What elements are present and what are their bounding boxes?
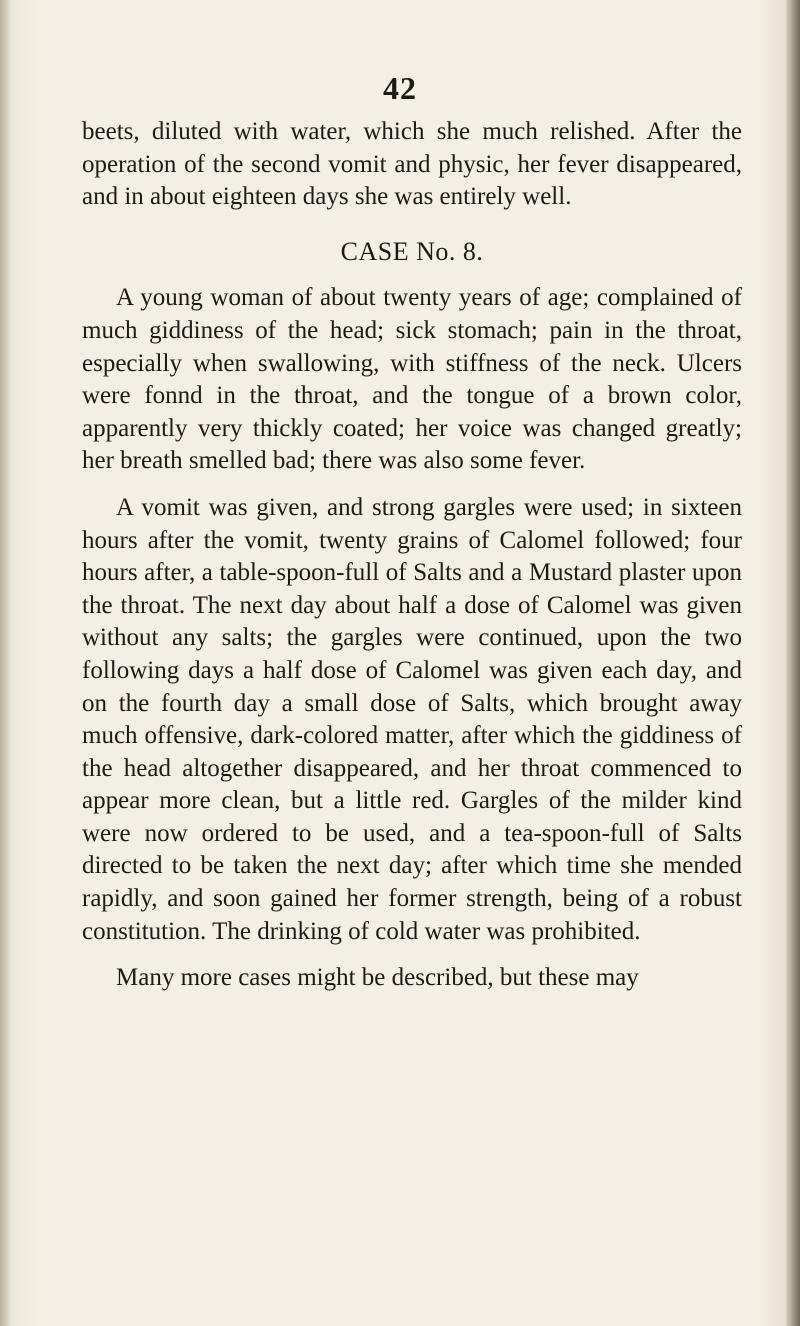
paragraph-closing: Many more cases might be described, but these may — [116, 964, 639, 992]
body-text — [82, 116, 742, 995]
page-number: 42 — [383, 70, 417, 106]
paragraph-continuation: beets, diluted with water, which she much relished. After the operation of the second vomit and physic, her fever disappeared, and in about eighteen days she was entirely well. — [82, 118, 742, 211]
case-heading: CASE No. 8. — [340, 236, 484, 266]
paragraph-treatment: A vomit was given, and strong gargles were used; in sixteen hours after the vomit, twenty grains of Calomel followed; four hours after, a table-spoon-full of Salts and a Mustard plaster upon the throat. The next day about half a dose of Calomel was given without any salts; the gargles were continued, upon the two following days a half dose of Calomel was given each day, and on the fourth day a small dose of Salts, which brought away much offensive, dark-colored matter, after which the giddiness of the head altogether disappeared, and her throat commenced to appear more clean, but a little red. Gargles of the milder kind were now ordered to be used, and a tea-spoon-full of Salts directed to be taken the next day; after which time she mended rapidly, and soon gained her former strength, being of a robust constitution. The drinking of cold water was prohibited. — [82, 493, 742, 945]
page-gutter-shadow — [0, 0, 10, 1326]
paragraph-gap — [82, 948, 742, 962]
paragraph-case-description: A young woman of about twenty years of age; complained of much giddiness of the head; sick stomach; pain in the throat, especially when swallowing, with stiffness of the neck. Ulcers were fonnd in the throat, and the tongue of a brown color, apparently very thickly coated; her voice was changed greatly; her breath smelled bad; there was also some fever. — [82, 284, 742, 475]
paragraph-gap — [82, 478, 742, 492]
page-edge-shadow — [786, 0, 800, 1326]
